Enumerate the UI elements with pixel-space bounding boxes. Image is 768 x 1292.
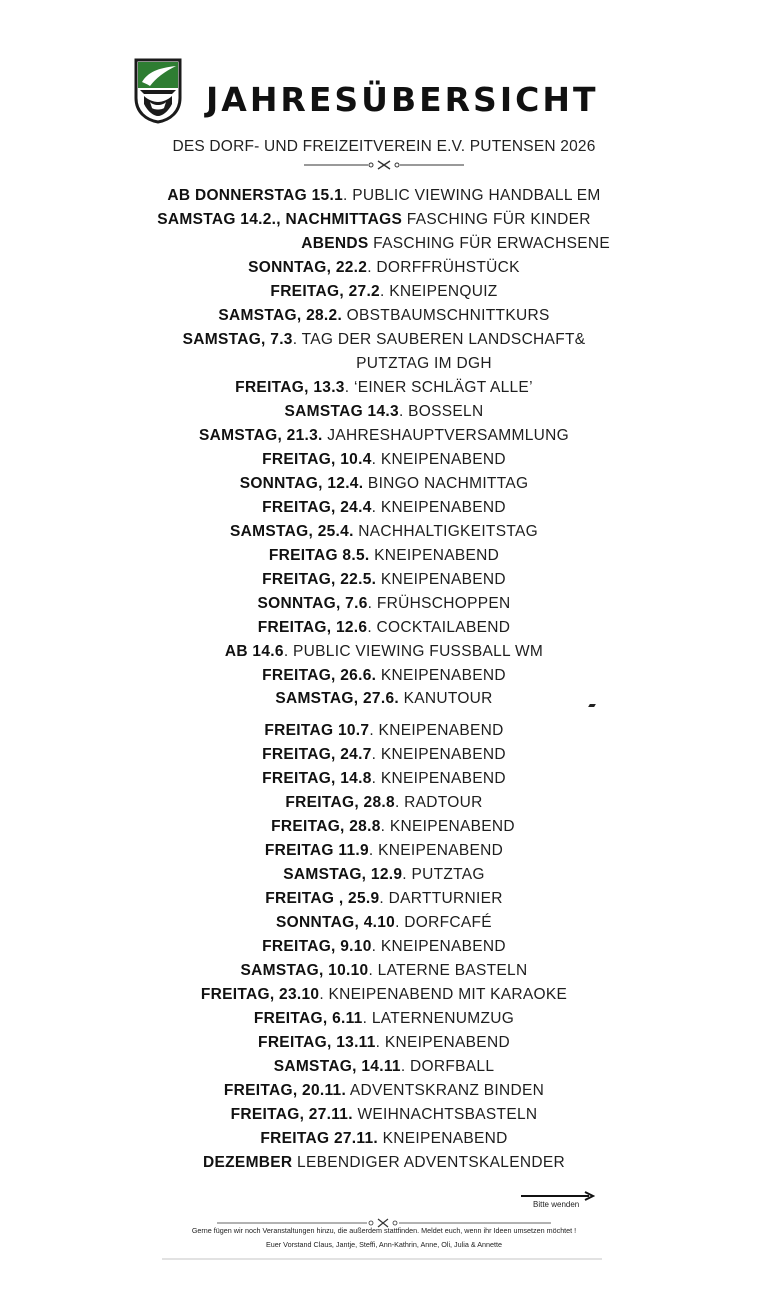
event-desc: . KNEIPENABEND xyxy=(375,1034,510,1051)
event-row xyxy=(0,450,768,470)
event-row xyxy=(0,546,768,566)
event-row xyxy=(0,913,768,933)
event-row xyxy=(0,937,768,957)
event-row xyxy=(0,841,768,861)
event-date: FREITAG 27.11. xyxy=(260,1130,378,1147)
event-date: SAMSTAG, 7.3 xyxy=(182,331,293,348)
event-date: SAMSTAG, 14.11 xyxy=(273,1058,401,1075)
event-row xyxy=(0,865,768,885)
event-date: SONNTAG, 4.10 xyxy=(276,914,396,931)
event-date: SONNTAG, 22.2 xyxy=(248,259,368,276)
event-row xyxy=(0,186,768,206)
event-date: ABENDS xyxy=(301,235,369,252)
bottom-divider xyxy=(162,1258,602,1260)
event-desc: . BOSSELN xyxy=(398,403,484,420)
event-date: FREITAG , 25.9 xyxy=(265,890,380,907)
event-row xyxy=(0,889,768,909)
event-date: FREITAG, 28.8 xyxy=(285,794,395,811)
event-desc: . TAG DER SAUBEREN LANDSCHAFT& xyxy=(292,331,586,348)
event-date: SAMSTAG 14.2., NACHMITTAGS xyxy=(157,211,403,228)
event-desc: . PUBLIC VIEWING HANDBALL EM xyxy=(343,187,601,204)
event-desc: WEIHNACHTSBASTELN xyxy=(352,1106,538,1123)
event-desc: . KNEIPENABEND xyxy=(371,770,506,787)
event-desc: . FRÜHSCHOPPEN xyxy=(367,595,511,612)
event-desc: NACHHALTIGKEITSTAG xyxy=(353,523,538,540)
event-row xyxy=(0,498,768,518)
event-desc: KANUTOUR xyxy=(398,690,493,707)
event-row xyxy=(0,282,768,302)
event-desc: KNEIPENABEND xyxy=(377,1130,508,1147)
event-desc: FASCHING FÜR KINDER xyxy=(402,211,591,228)
event-date: FREITAG, 22.5. xyxy=(262,571,377,588)
event-date: SAMSTAG, 10.10 xyxy=(240,962,369,979)
event-desc: BINGO NACHMITTAG xyxy=(363,475,529,492)
event-desc: ADVENTSKRANZ BINDEN xyxy=(346,1082,545,1099)
event-row xyxy=(0,721,768,741)
event-desc: . KNEIPENABEND xyxy=(380,818,515,835)
event-desc: . KNEIPENABEND MIT KARAOKE xyxy=(319,986,568,1003)
event-row xyxy=(0,1033,768,1053)
event-desc: . KNEIPENABEND xyxy=(371,499,506,516)
event-row xyxy=(0,985,768,1005)
event-desc: . KNEIPENABEND xyxy=(371,451,506,468)
event-date: SAMSTAG, 27.6. xyxy=(275,690,399,707)
event-date: FREITAG, 20.11. xyxy=(223,1082,347,1099)
event-date: SAMSTAG, 25.4. xyxy=(230,523,354,540)
page-subtitle: DES DORF- UND FREIZEITVEREIN E.V. PUTENSEN 2026 xyxy=(172,138,596,155)
event-desc: . ‘EINER SCHLÄGT ALLE’ xyxy=(344,379,533,396)
event-row xyxy=(0,210,748,230)
event-row xyxy=(0,666,768,686)
event-row xyxy=(0,817,768,837)
turn-page-label: Bitte wenden xyxy=(533,1200,580,1209)
event-desc: FASCHING FÜR ERWACHSENE xyxy=(368,235,610,252)
event-date: AB 14.6 xyxy=(224,643,284,660)
event-row xyxy=(0,522,768,542)
event-date: SAMSTAG, 21.3. xyxy=(199,427,323,444)
event-desc: . PUTZTAG xyxy=(402,866,485,883)
event-row xyxy=(0,961,768,981)
event-desc: . KNEIPENABEND xyxy=(371,938,506,955)
event-date: FREITAG, 24.7 xyxy=(262,746,372,763)
event-date: DEZEMBER xyxy=(203,1154,293,1171)
event-desc: KNEIPENABEND xyxy=(376,667,506,684)
event-desc: . KNEIPENABEND xyxy=(369,722,504,739)
event-desc: . DARTTURNIER xyxy=(379,890,503,907)
event-desc: KNEIPENABEND xyxy=(376,571,506,588)
event-row xyxy=(0,594,768,614)
event-date: AB DONNERSTAG 15.1 xyxy=(167,187,344,204)
event-desc: . DORFCAFÉ xyxy=(395,914,492,931)
event-date: FREITAG, 27.2 xyxy=(270,283,380,300)
event-date: FREITAG, 9.10 xyxy=(262,938,372,955)
event-date: FREITAG, 23.10 xyxy=(200,986,320,1003)
turn-page-indicator xyxy=(521,1188,595,1209)
event-date: SONNTAG, 7.6 xyxy=(257,595,368,612)
event-row xyxy=(0,354,768,374)
event-desc: . DORFBALL xyxy=(400,1058,495,1075)
event-date: FREITAG, 12.6 xyxy=(257,619,368,636)
event-row xyxy=(0,1105,768,1125)
event-date: FREITAG, 10.4 xyxy=(262,451,372,468)
event-date: FREITAG, 24.4 xyxy=(262,499,372,516)
event-row xyxy=(0,1057,768,1077)
event-desc: . COCKTAILABEND xyxy=(367,619,511,636)
event-row xyxy=(0,1009,768,1029)
event-desc: JAHRESHAUPTVERSAMMLUNG xyxy=(322,427,569,444)
event-desc: . RADTOUR xyxy=(394,794,483,811)
footer-note: Gerne fügen wir noch Veranstaltungen hinzu, die außerdem stattfinden. Meldet euch, wenn ihr Ideen umsetzen möchtet ! xyxy=(191,1226,577,1235)
event-date: FREITAG 11.9 xyxy=(264,842,369,859)
event-desc: . DORFFRÜHSTÜCK xyxy=(367,259,520,276)
shield-logo-icon xyxy=(134,58,182,124)
event-desc: . KNEIPENABEND xyxy=(368,842,504,859)
event-row xyxy=(0,426,768,446)
event-row xyxy=(0,306,768,326)
event-row xyxy=(0,258,768,278)
event-date: FREITAG, 6.11 xyxy=(253,1010,363,1027)
event-row xyxy=(0,1153,768,1173)
event-date: SAMSTAG 14.3 xyxy=(284,403,399,420)
event-row xyxy=(0,234,610,254)
event-date: FREITAG, 26.6. xyxy=(262,667,377,684)
event-desc: . LATERNENUMZUG xyxy=(362,1010,515,1027)
event-desc: . LATERNE BASTELN xyxy=(368,962,528,979)
event-row xyxy=(0,642,768,662)
event-date: FREITAG 10.7 xyxy=(264,722,370,739)
event-row xyxy=(0,618,768,638)
shield-logo xyxy=(134,58,182,124)
event-desc: OBSTBAUMSCHNITTKURS xyxy=(342,307,550,324)
event-desc: LEBENDIGER ADVENTSKALENDER xyxy=(292,1154,565,1171)
event-date: FREITAG, 28.8 xyxy=(271,818,381,835)
event-row xyxy=(0,378,768,398)
event-date: FREITAG 8.5. xyxy=(268,547,370,564)
event-row xyxy=(0,1081,768,1101)
event-row xyxy=(0,570,768,590)
event-row xyxy=(0,1129,768,1149)
event-row xyxy=(0,745,768,765)
event-desc: . PUBLIC VIEWING FUSSBALL WM xyxy=(283,643,544,660)
footer-signature: Euer Vorstand Claus, Jantje, Steffi, Ann-Kathrin, Anne, Oli, Julia & Annette xyxy=(266,1240,502,1249)
event-date: FREITAG, 14.8 xyxy=(262,770,372,787)
event-date: SAMSTAG, 12.9 xyxy=(283,866,403,883)
event-date: SONNTAG, 12.4. xyxy=(239,475,364,492)
event-date: FREITAG, 27.11. xyxy=(230,1106,353,1123)
event-row xyxy=(0,689,768,709)
event-row xyxy=(0,330,768,350)
event-date: SAMSTAG, 28.2. xyxy=(218,307,343,324)
event-desc: KNEIPENABEND xyxy=(369,547,500,564)
event-date: FREITAG, 13.11 xyxy=(258,1034,376,1051)
page-title: JAHRESÜBERSICHT xyxy=(206,80,599,119)
event-desc: PUTZTAG IM DGH xyxy=(356,355,492,372)
event-desc: . KNEIPENABEND xyxy=(371,746,506,763)
event-row xyxy=(0,402,768,422)
event-row xyxy=(0,769,768,789)
event-row xyxy=(0,793,768,813)
ornament-divider-top xyxy=(0,158,768,176)
event-date: FREITAG, 13.3 xyxy=(235,379,345,396)
event-row xyxy=(0,474,768,494)
event-desc: . KNEIPENQUIZ xyxy=(379,283,498,300)
